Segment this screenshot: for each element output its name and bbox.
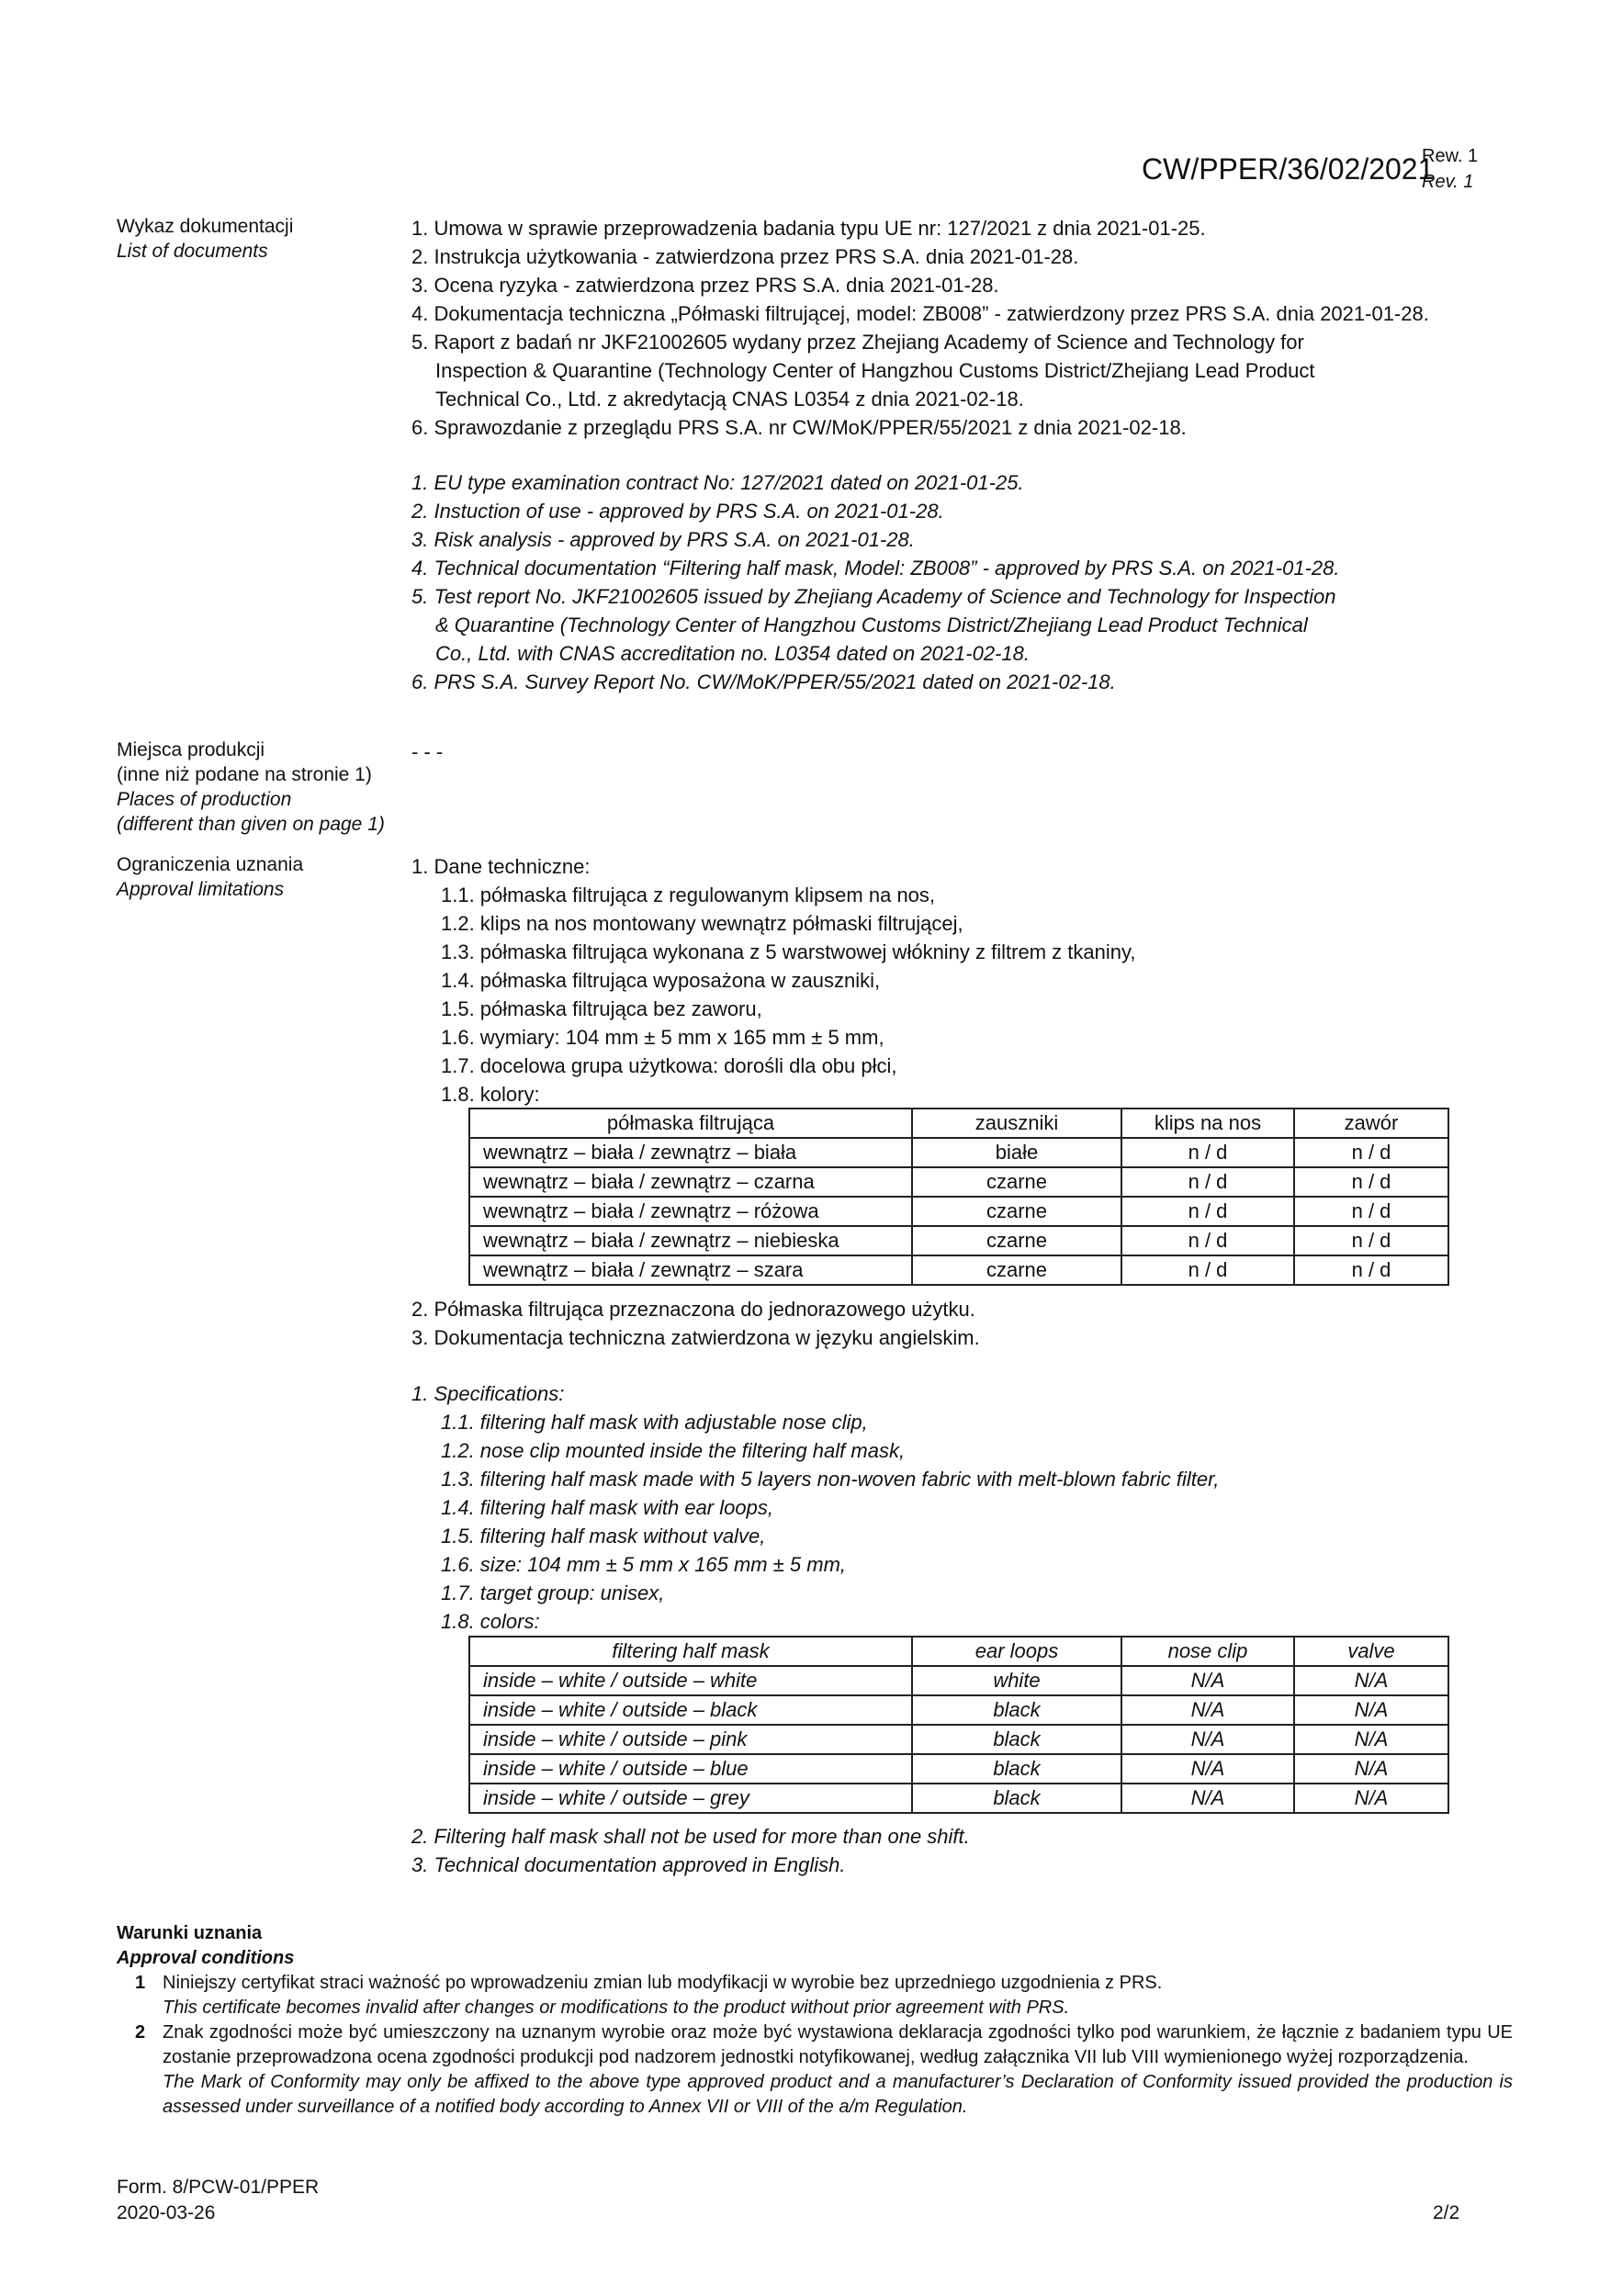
conditions-title-pl: Warunki uznania bbox=[117, 1923, 263, 1943]
production-label bbox=[117, 737, 420, 837]
form-date: 2020-03-26 bbox=[117, 2202, 216, 2223]
table-cell: inside – white / outside – white bbox=[469, 1666, 912, 1695]
table-cell: n / d bbox=[1121, 1255, 1294, 1285]
table-cell: N/A bbox=[1121, 1666, 1294, 1695]
production-label-en-1: Places of production bbox=[117, 789, 292, 810]
list-item: 4. Technical documentation “Filtering half mask, Model: ZB008” - approved by PRS S.A. on 2021-01-28. bbox=[411, 557, 1340, 580]
table-cell: n / d bbox=[1121, 1167, 1294, 1197]
limitations-pl-after bbox=[411, 1295, 1514, 1352]
table-cell: n / d bbox=[1121, 1138, 1294, 1167]
document-header bbox=[1142, 145, 1509, 200]
column-header: valve bbox=[1294, 1637, 1448, 1666]
column-header: ear loops bbox=[912, 1637, 1121, 1666]
table-row bbox=[469, 1197, 1448, 1226]
spec-item: 1.1. filtering half mask with adjustable nose clip, bbox=[441, 1411, 868, 1434]
condition-text-en: The Mark of Conformity may only be affixed to the above type approved product and a manufacturer’s Declaration of Conformity issued provided the production is assessed under surveillance of a notified body according to Annex VII or VIII of the a/m Regulation. bbox=[163, 2072, 1513, 2117]
documents-label bbox=[117, 214, 420, 264]
table-cell: N/A bbox=[1121, 1784, 1294, 1813]
condition-number: 1 bbox=[135, 1973, 146, 1993]
production-label-pl-1: Miejsca produkcji bbox=[117, 739, 265, 760]
table-row bbox=[469, 1725, 1448, 1754]
table-cell: wewnątrz – biała / zewnątrz – szara bbox=[469, 1255, 912, 1285]
documents-list-en bbox=[411, 468, 1514, 696]
spec-item: 1.6. wymiary: 104 mm ± 5 mm x 165 mm ± 5 mm, bbox=[441, 1026, 884, 1049]
spec-item: 1.3. półmaska filtrująca wykonana z 5 warstwowej włókniny z filtrem z tkaniny, bbox=[441, 940, 1136, 963]
list-item: 2. Instrukcja użytkowania - zatwierdzona przez PRS S.A. dnia 2021-01-28. bbox=[411, 245, 1079, 268]
table-cell: black bbox=[912, 1725, 1121, 1754]
spec-item: 1.7. target group: unisex, bbox=[441, 1581, 665, 1604]
table-cell: n / d bbox=[1121, 1226, 1294, 1255]
table-cell: inside – white / outside – pink bbox=[469, 1725, 912, 1754]
condition-text-pl: Znak zgodności może być umieszczony na uznanym wyrobie oraz może być wystawiona deklaracja zgodności tylko pod warunkiem, że łącznie z badaniem typu UE zostanie przeprowadzona ocena zgodności produkcji pod nadzorem jednostki notyfikowanej, według załącznika VII lub VIII wymienionego wyżej rozporządzenia. bbox=[163, 2022, 1513, 2067]
table-row bbox=[469, 1784, 1448, 1813]
table-cell: black bbox=[912, 1784, 1121, 1813]
table-cell: N/A bbox=[1294, 1754, 1448, 1784]
table-cell: N/A bbox=[1121, 1725, 1294, 1754]
list-item: 6. PRS S.A. Survey Report No. CW/MoK/PPER/55/2021 dated on 2021-02-18. bbox=[411, 670, 1116, 693]
table-row bbox=[469, 1754, 1448, 1784]
footer bbox=[117, 2175, 1513, 2226]
spec-heading: 1. Dane techniczne: bbox=[411, 855, 591, 878]
table-cell: N/A bbox=[1294, 1666, 1448, 1695]
colors-table-pl bbox=[468, 1108, 1449, 1286]
conditions-title-en: Approval conditions bbox=[117, 1948, 295, 1968]
table-cell: czarne bbox=[912, 1255, 1121, 1285]
table-cell: czarne bbox=[912, 1197, 1121, 1226]
column-header: półmaska filtrująca bbox=[469, 1109, 912, 1138]
documents-label-en: List of documents bbox=[117, 241, 268, 262]
table-cell: black bbox=[912, 1754, 1121, 1784]
table-cell: white bbox=[912, 1666, 1121, 1695]
spec-note: 3. Technical documentation approved in English. bbox=[411, 1853, 846, 1876]
column-header: nose clip bbox=[1121, 1637, 1294, 1666]
production-label-pl-2: (inne niż podane na stronie 1) bbox=[117, 764, 372, 785]
spec-item: 1.2. nose clip mounted inside the filtering half mask, bbox=[441, 1439, 906, 1462]
table-cell: inside – white / outside – black bbox=[469, 1695, 912, 1725]
table-row bbox=[469, 1666, 1448, 1695]
spec-item: 1.1. półmaska filtrująca z regulowanym klipsem na nos, bbox=[441, 884, 936, 906]
table-cell: N/A bbox=[1294, 1784, 1448, 1813]
table-cell: n / d bbox=[1294, 1197, 1448, 1226]
list-item: 3. Ocena ryzyka - zatwierdzona przez PRS S.A. dnia 2021-01-28. bbox=[411, 274, 999, 297]
spec-note: 2. Filtering half mask shall not be used for more than one shift. bbox=[411, 1825, 970, 1848]
table-row bbox=[469, 1138, 1448, 1167]
table-row bbox=[469, 1695, 1448, 1725]
limitations-en bbox=[411, 1379, 1514, 1636]
table-cell: n / d bbox=[1294, 1138, 1448, 1167]
spec-note: 2. Półmaska filtrująca przeznaczona do jednorazowego użytku. bbox=[411, 1298, 975, 1321]
limitations-pl bbox=[411, 852, 1514, 1109]
spec-item: 1.8. colors: bbox=[441, 1610, 540, 1633]
documents-label-pl: Wykaz dokumentacji bbox=[117, 216, 294, 237]
table-cell: czarne bbox=[912, 1226, 1121, 1255]
production-label-en-2: (different than given on page 1) bbox=[117, 814, 385, 835]
spec-item: 1.3. filtering half mask made with 5 layers non-woven fabric with melt-blown fabric filter, bbox=[441, 1468, 1220, 1491]
list-item: 3. Risk analysis - approved by PRS S.A. on 2021-01-28. bbox=[411, 528, 915, 551]
table-cell: n / d bbox=[1121, 1197, 1294, 1226]
spec-item: 1.5. półmaska filtrująca bez zaworu, bbox=[441, 997, 762, 1020]
table-cell: N/A bbox=[1294, 1695, 1448, 1725]
condition-text-pl: Niniejszy certyfikat straci ważność po wprowadzeniu zmian lub modyfikacji w wyrobie bez uprzedniego uzgodnienia z PRS. bbox=[163, 1973, 1163, 1993]
table-cell: wewnątrz – biała / zewnątrz – czarna bbox=[469, 1167, 912, 1197]
table-header-row bbox=[469, 1109, 1448, 1138]
limitations-label-en: Approval limitations bbox=[117, 879, 285, 900]
documents-list-pl bbox=[411, 214, 1514, 442]
limitations-en-after bbox=[411, 1822, 1514, 1879]
limitations-label bbox=[117, 852, 420, 902]
condition-number: 2 bbox=[135, 2022, 146, 2043]
spec-item: 1.4. półmaska filtrująca wyposażona w zauszniki, bbox=[441, 969, 881, 992]
spec-item: 1.7. docelowa grupa użytkowa: dorośli dla obu płci, bbox=[441, 1054, 897, 1077]
table-header-row bbox=[469, 1637, 1448, 1666]
table-row bbox=[469, 1226, 1448, 1255]
table-cell: N/A bbox=[1121, 1695, 1294, 1725]
spec-item: 1.5. filtering half mask without valve, bbox=[441, 1525, 766, 1548]
table-cell: n / d bbox=[1294, 1255, 1448, 1285]
list-item-continued: & Quarantine (Technology Center of Hangzhou Customs District/Zhejiang Lead Product Technical bbox=[435, 613, 1308, 636]
table-cell: black bbox=[912, 1695, 1121, 1725]
list-item-continued: Inspection & Quarantine (Technology Center of Hangzhou Customs District/Zhejiang Lead Product bbox=[435, 359, 1315, 382]
form-code: Form. 8/PCW-01/PPER bbox=[117, 2177, 320, 2198]
condition-text-en: This certificate becomes invalid after changes or modifications to the product without prior agreement with PRS. bbox=[163, 1998, 1070, 2018]
table-cell: wewnątrz – biała / zewnątrz – biała bbox=[469, 1138, 912, 1167]
spec-item: 1.6. size: 104 mm ± 5 mm x 165 mm ± 5 mm, bbox=[441, 1553, 847, 1576]
column-header: zauszniki bbox=[912, 1109, 1121, 1138]
table-row bbox=[469, 1167, 1448, 1197]
list-item: 5. Test report No. JKF21002605 issued by Zhejiang Academy of Science and Technology for Inspection bbox=[411, 585, 1336, 608]
colors-table-en bbox=[468, 1636, 1449, 1814]
table-cell: inside – white / outside – grey bbox=[469, 1784, 912, 1813]
revision-pl: Rew. 1 bbox=[1422, 146, 1479, 166]
certificate-code: CW/PPER/36/02/2021 bbox=[1142, 152, 1435, 186]
list-item: 5. Raport z badań nr JKF21002605 wydany przez Zhejiang Academy of Science and Technology for bbox=[411, 331, 1304, 354]
column-header: zawór bbox=[1294, 1109, 1448, 1138]
list-item: 4. Dokumentacja techniczna „Półmaski filtrującej, model: ZB008” - zatwierdzony przez PRS S.A. dnia 2021-01-28. bbox=[411, 302, 1429, 325]
list-item: 6. Sprawozdanie z przeglądu PRS S.A. nr CW/MoK/PPER/55/2021 z dnia 2021-02-18. bbox=[411, 416, 1187, 439]
production-value: - - - bbox=[411, 740, 444, 763]
spec-item: 1.2. klips na nos montowany wewnątrz półmaski filtrującej, bbox=[441, 912, 963, 935]
condition-item bbox=[117, 1971, 1513, 2020]
table-cell: N/A bbox=[1294, 1725, 1448, 1754]
list-item: 2. Instuction of use - approved by PRS S.A. on 2021-01-28. bbox=[411, 500, 944, 523]
table-cell: czarne bbox=[912, 1167, 1121, 1197]
list-item-continued: Technical Co., Ltd. z akredytacją CNAS L0354 z dnia 2021-02-18. bbox=[435, 388, 1024, 411]
approval-conditions bbox=[117, 1921, 1513, 2120]
column-header: filtering half mask bbox=[469, 1637, 912, 1666]
spec-item: 1.4. filtering half mask with ear loops, bbox=[441, 1496, 773, 1519]
spec-note: 3. Dokumentacja techniczna zatwierdzona w języku angielskim. bbox=[411, 1326, 980, 1349]
list-item-continued: Co., Ltd. with CNAS accreditation no. L0354 dated on 2021-02-18. bbox=[435, 642, 1030, 665]
condition-item bbox=[117, 2020, 1513, 2120]
table-cell: wewnątrz – biała / zewnątrz – różowa bbox=[469, 1197, 912, 1226]
spec-item: 1.8. kolory: bbox=[441, 1083, 540, 1106]
table-cell: inside – white / outside – blue bbox=[469, 1754, 912, 1784]
revision-en: Rev. 1 bbox=[1422, 172, 1474, 192]
table-cell: wewnątrz – biała / zewnątrz – niebieska bbox=[469, 1226, 912, 1255]
list-item: 1. Umowa w sprawie przeprowadzenia badania typu UE nr: 127/2021 z dnia 2021-01-25. bbox=[411, 217, 1206, 240]
page-number: 2/2 bbox=[1433, 2202, 1460, 2223]
limitations-label-pl: Ograniczenia uznania bbox=[117, 854, 304, 875]
list-item: 1. EU type examination contract No: 127/2021 dated on 2021-01-25. bbox=[411, 471, 1024, 494]
spec-heading: 1. Specifications: bbox=[411, 1382, 565, 1405]
table-cell: N/A bbox=[1121, 1754, 1294, 1784]
table-cell: n / d bbox=[1294, 1226, 1448, 1255]
table-cell: białe bbox=[912, 1138, 1121, 1167]
table-row bbox=[469, 1255, 1448, 1285]
column-header: klips na nos bbox=[1121, 1109, 1294, 1138]
table-cell: n / d bbox=[1294, 1167, 1448, 1197]
